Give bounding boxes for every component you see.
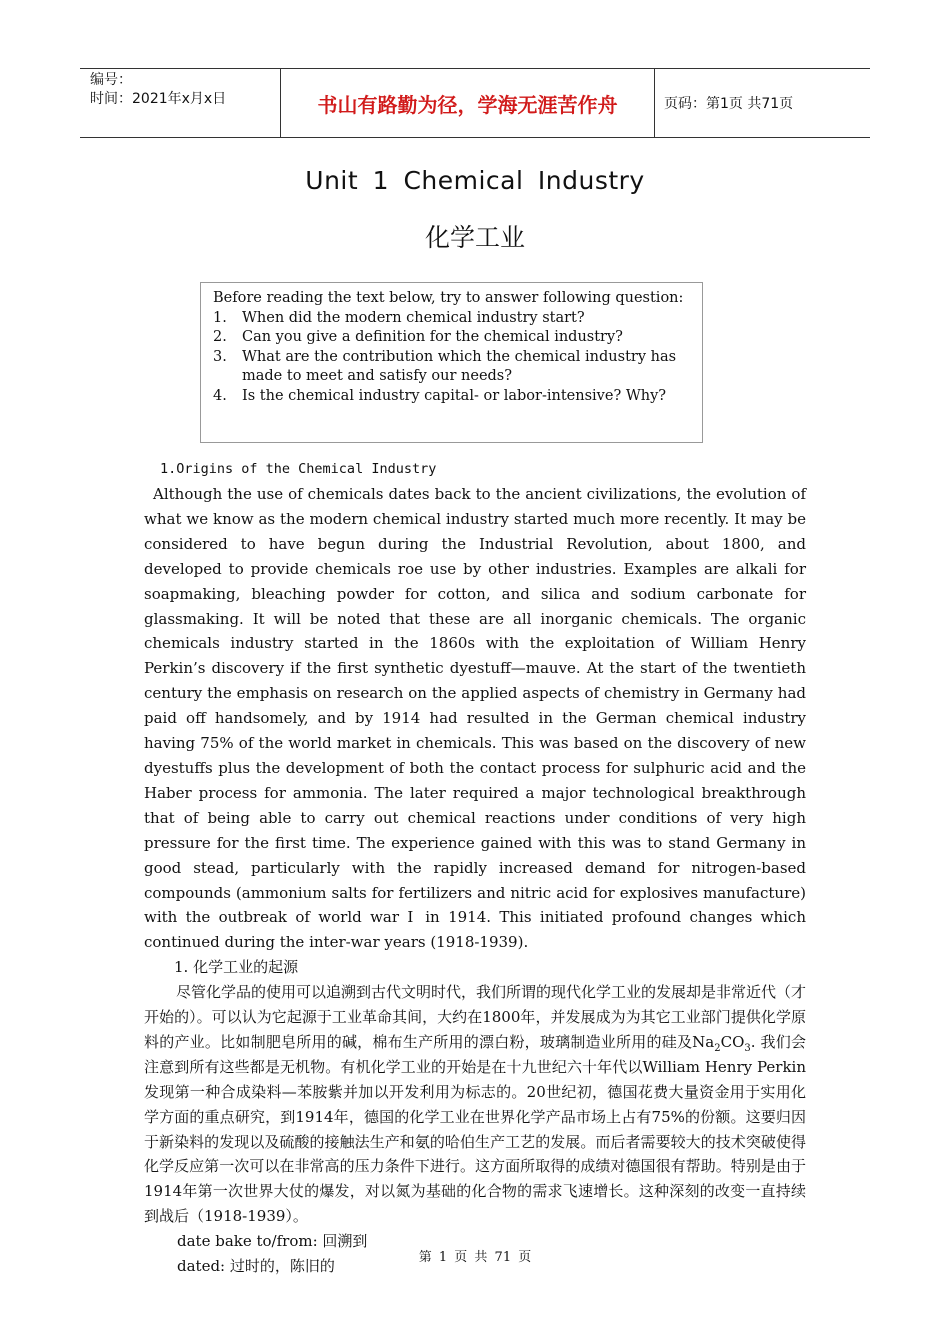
chinese-text-part1: 尽管化学品的使用可以追溯到古代文明时代，我们所谓的现代化学工业的发展却是非常近代（才开始的）。可以认为它起源于工业革命其间，大约在1800年，并发展成为为其它工业部门提供化学原料的产业。比如制肥皂所用的碱，棉布生产所用的漂白粉，玻璃制造业所用的硅及Na xyxy=(144,983,807,1051)
time-label: 时间：2021年x月x日 xyxy=(90,91,227,107)
subscript: 3 xyxy=(744,1042,751,1054)
title-english: Unit 1 Chemical Industry xyxy=(305,166,645,195)
vocab-item: dated: 过时的，陈旧的 xyxy=(177,1257,335,1276)
question-number: 4. xyxy=(213,387,227,404)
chinese-text-formula: CO xyxy=(720,1032,745,1051)
header-table xyxy=(80,68,870,138)
number-label: 编号： xyxy=(90,72,132,88)
question-item xyxy=(213,348,694,387)
header-meta-cell xyxy=(80,69,281,137)
body-text xyxy=(144,482,806,1279)
page-label: 页码：第1页 共71页 xyxy=(664,96,794,112)
vocab-item: date bake to/from: 回溯到 xyxy=(177,1232,368,1251)
page-footer: 第 1 页 共 71 页 xyxy=(418,1250,532,1265)
title-chinese: 化学工业 xyxy=(424,223,525,252)
question-item xyxy=(213,387,694,407)
question-intro: Before reading the text below, try to answer following question: xyxy=(213,290,684,306)
question-item xyxy=(213,328,694,348)
chinese-text-part2: . 我们会注意到所有这些都是无机物。有机化学工业的开始是在十九世纪六十年代以William Henry Perkin发现第一种合成染料—苯胺紫并加以开发利用为标志的。20世纪初，德国花费大量资金用于实用化学方面的重点研究，到1914年，德国的化学工业在世界化学产品市场上占有75%的份额。这要归因于新染料的发现以及硫酸的接触法生产和氨的哈伯生产工艺的发展。而后者需要较大的技术突破使得化学反应第一次可以在非常高的压力条件下进行。这方面所取得的成绩对德国很有帮助。特别是由于1914年第一次世界大仗的爆发，对以氮为基础的化合物的需求飞速增长。这种深刻的改变一直持续到战后（1918-1939）。 xyxy=(144,1032,806,1226)
question-text: When did the modern chemical industry start? xyxy=(242,309,585,326)
question-item xyxy=(213,309,694,329)
section-heading-chinese: 1. 化学工业的起源 xyxy=(174,958,299,977)
subscript: 2 xyxy=(714,1042,721,1054)
question-box xyxy=(200,282,703,443)
question-text: Is the chemical industry capital- or labor-intensive? Why? xyxy=(242,387,667,404)
question-text: Can you give a definition for the chemical industry? xyxy=(242,329,623,345)
section-heading-english: 1.Origins of the Chemical Industry xyxy=(160,461,437,477)
english-paragraph: Although the use of chemicals dates back to the ancient civilizations, the evolution of what we know as the modern chemical industry started much more recently. It may be considered to have begun during the Industrial Revolution, about 1800, and developed to provide chemicals roe use by other industries. Examples are alkali for soapmaking, bleaching powder for cotton, and silica and sodium carbonate for glassmaking. It will be noted that these are all inorganic chemicals. The organic chemicals industry started in the 1860s with the exploitation of William Henry Perkin’s discovery if the first synthetic dyestuff—mauve. At the start of the twentieth century the emphasis on research on the applied aspects of chemistry in Germany had paid off handsomely, and by 1914 had resulted in the German chemical industry having 75% of the world market in chemicals. This was based on the discovery of new dyestuffs plus the development of both the contact process for sulphuric acid and the Haber process for ammonia. The later required a major technological breakthrough that of being able to carry out chemical reactions under conditions of very high pressure for the first time. The experience gained with this was to stand Germany in good stead, particularly with the rapidly increased demand for nitrogen-based compounds (ammonium salts for fertilizers and nitric acid for explosives manufacture) with the outbreak of world war Ⅰ in 1914. This initiated profound changes which continued during the inter-war years (1918-1939). xyxy=(144,485,806,952)
chinese-paragraph xyxy=(144,980,806,1229)
question-list xyxy=(213,309,694,407)
question-number: 1. xyxy=(213,309,227,326)
question-number: 2. xyxy=(213,329,227,345)
question-number: 3. xyxy=(213,348,227,365)
question-text: What are the contribution which the chemical industry has made to meet and satisfy our needs? xyxy=(242,348,677,384)
motto: 书山有路勤为径，学海无涯苦作舟 xyxy=(281,69,655,137)
